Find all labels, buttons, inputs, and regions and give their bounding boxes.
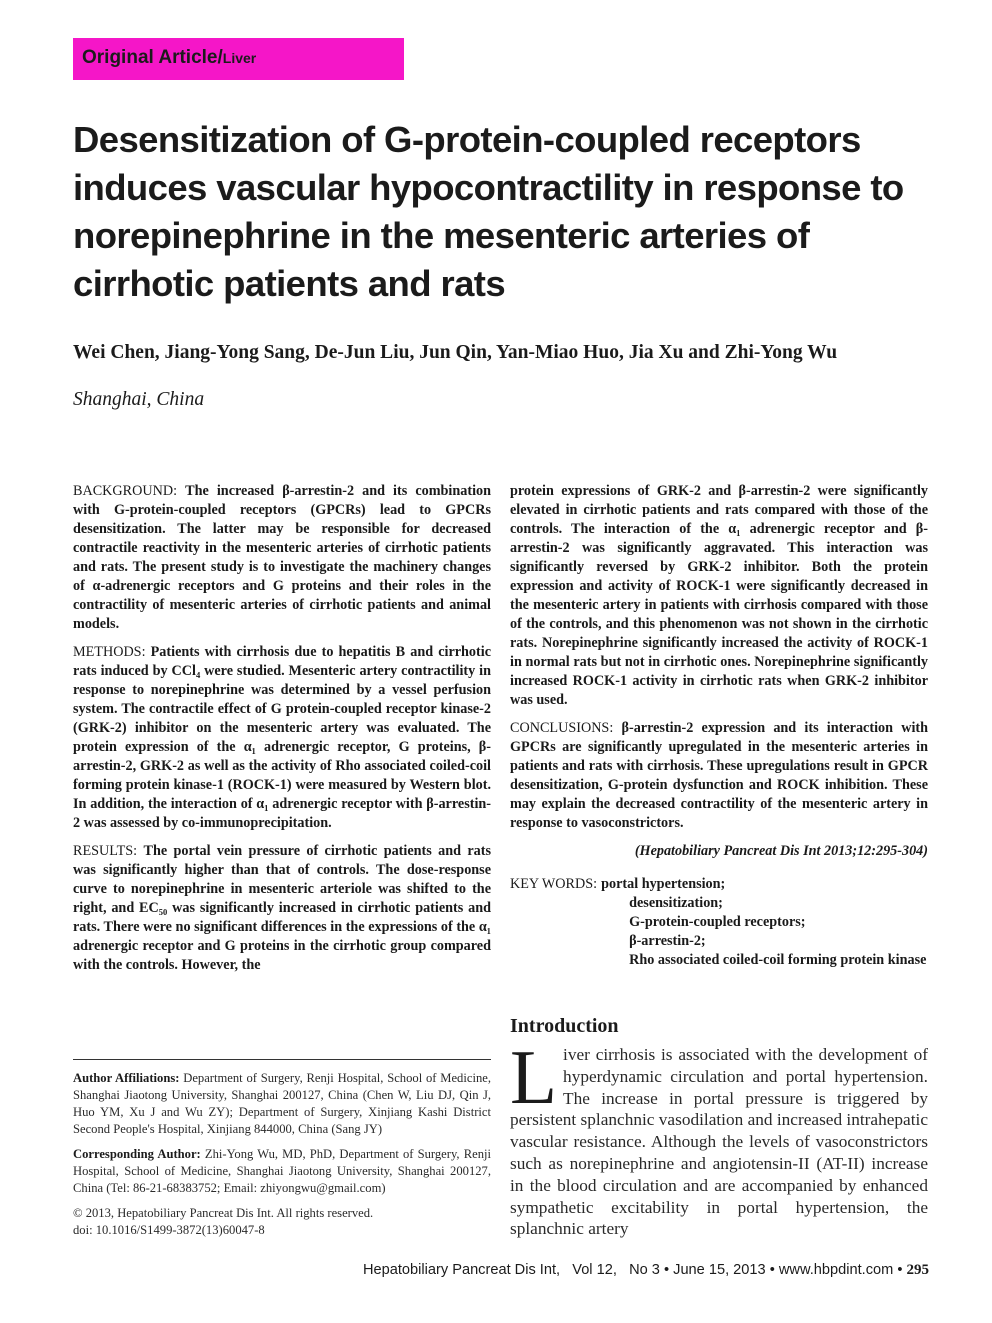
abstract-left-column (73, 482, 491, 984)
article-section: Liver (222, 50, 257, 66)
corresponding-label: Corresponding Author: (73, 1147, 201, 1161)
keywords (510, 875, 928, 970)
journal-issue: No 3 (629, 1262, 660, 1278)
journal-volume: Vol 12, (572, 1262, 617, 1278)
abstract-conclusions (510, 719, 928, 833)
copyright-notice: © 2013, Hepatobiliary Pancreat Dis Int. All rights reserved. (73, 1206, 374, 1220)
banner-separator: / (217, 47, 223, 68)
doi: doi: 10.1016/S1499-3872(13)60047-8 (73, 1223, 265, 1237)
abstract-results (73, 842, 491, 975)
keyword: desensitization; (629, 895, 723, 911)
journal-website[interactable]: www.hbpdint.com (778, 1262, 894, 1278)
author-location: Shanghai, China (73, 389, 205, 410)
introduction-heading: Introduction (510, 1015, 619, 1037)
footer-bullet: • (769, 1262, 775, 1278)
journal-citation: (Hepatobiliary Pancreat Dis Int 2013;12:295-304) (634, 843, 928, 859)
keyword: G-protein-coupled receptors; (629, 914, 806, 930)
footer-bullet: • (897, 1262, 903, 1278)
section-label: METHODS: (73, 644, 146, 660)
affiliations-label: Author Affiliations: (73, 1071, 180, 1085)
publication-date: June 15, 2013 (673, 1262, 766, 1278)
keyword-list (597, 875, 926, 970)
section-text: The portal vein pressure of cirrhotic patients and rats was significantly higher than that of controls. The dose-response curve to norepinephrine in mesenteric arteriole was shifted to the right, and EC₅₀ was significantly increased in cirrhotic patients and rats. There were no significant differences in the expressions of the α₁ adrenergic receptor and G proteins in the cirrhotic group compared with the controls. However, the (73, 843, 492, 973)
journal-name: Hepatobiliary Pancreat Dis Int, (362, 1262, 561, 1278)
introduction-text: iver cirrhosis is associated with the development of hyperdynamic circulation and portal hypertension. The increase in portal pressure is triggered by persistent splanchnic vasodilation and increased intrahepatic vascular resistance. Although the levels of vasoconstrictors such as norepinephrine and angiotensin-II (AT-II) increase in the blood circulation and are accompanied by enhanced sympathetic excitability in portal hypertension, the splanchnic artery (510, 1045, 928, 1239)
keyword: portal hypertension; (601, 876, 726, 892)
drop-cap: L (510, 1034, 558, 1120)
article-title: Desensitization of G-protein-coupled receptors induces vascular hypocontractility in response to norepinephrine in the mesenteric arteries of cirrhotic patients and rats (73, 119, 904, 304)
author-list: Wei Chen, Jiang-Yong Sang, De-Jun Liu, Jun Qin, Yan-Miao Huo, Jia Xu and Zhi-Yong Wu (73, 342, 838, 363)
page-number: 295 (906, 1262, 929, 1278)
introduction-body (510, 1034, 928, 1240)
footnote-divider (73, 1059, 491, 1060)
copyright-block (73, 1205, 491, 1239)
section-text: Patients with cirrhosis due to hepatitis B and cirrhotic rats induced by CCl₄ were studied. Mesenteric artery contractility in response to norepinephrine was determined by a vessel perfusion system. The contractile effect of G protein-coupled receptor kinase-2 (GRK-2) inhibitor on the mesenteric artery was evaluated. The protein expression of the α₁ adrenergic receptor, G proteins, β-arrestin-2, GRK-2 as well as the activity of Rho associated coiled-coil forming protein kinase-1 (ROCK-1) were measured by Western blot. In addition, the interaction of α₁ adrenergic receptor with β-arrestin-2 was assessed by co-immunoprecipitation. (73, 644, 491, 831)
author-affiliations (73, 1070, 491, 1138)
keywords-label: KEY WORDS: (510, 876, 598, 892)
section-label: BACKGROUND: (73, 483, 178, 499)
section-label: CONCLUSIONS: (510, 720, 614, 736)
keyword: β-arrestin-2; (629, 933, 706, 949)
abstract-right-column (510, 482, 928, 970)
abstract-results-continued: protein expressions of GRK-2 and β-arrestin-2 were significantly elevated in cirrhotic patients and rats compared with those of the controls. The interaction of the α₁ adrenergic receptor and β-arrestin-2 was significantly aggravated. This interaction was significantly reversed by GRK-2 inhibitor. Both the protein expression and activity of ROCK-1 were significantly decreased in the mesenteric artery in patients with cirrhosis compared with those of the controls, and this phenomenon was not shown in the cirrhotic rats. Norepinephrine significantly increased the activity of ROCK-1 in normal rats but not in cirrhotic ones. Norepinephrine significantly increased ROCK-1 activity in cirrhotic rats when GRK-2 inhibitor was used. (510, 483, 928, 708)
corresponding-text: Zhi-Yong Wu, MD, PhD, Department of Surgery, Renji Hospital, School of Medicine, Shanghai Jiaotong University, Shanghai 200127, China (Tel: 86-21-68383752; Email: zhiyongwu@gmail.com) (73, 1147, 491, 1195)
page-footer (363, 1262, 929, 1279)
section-text: β-arrestin-2 expression and its interaction with GPCRs are significantly upregulated in the mesenteric arteries in patients and rats with cirrhosis. These upregulations result in GPCR desensitization, G-protein dysfunction and ROCK inhibition. These may explain the decreased contractility of the mesenteric artery in response to vasoconstrictors. (510, 720, 929, 831)
article-type: Original Article (82, 47, 218, 68)
article-type-banner (73, 38, 404, 80)
keyword: Rho associated coiled-coil forming protein kinase (629, 952, 927, 968)
section-text: The increased β-arrestin-2 and its combination with G-protein-coupled receptors (GPCRs) lead to GPCRs desensitization. The latter may be responsible for decreased contractile reactivity in the mesenteric arteries of cirrhotic patients and rats. The present study is to investigate the machinery changes of α-adrenergic receptors and G proteins and their roles in the contractility of mesenteric arteries of cirrhotic patients and animal models. (73, 483, 491, 632)
abstract-methods (73, 643, 491, 833)
footer-bullet: • (663, 1262, 670, 1278)
affiliations-text: Department of Surgery, Renji Hospital, School of Medicine, Shanghai Jiaotong University, Shanghai 200127, China (Chen W, Liu DJ, Qin J, Huo YM, Xu J and Wu ZY); Department of Surgery, Xinjiang Kashi District Second People's Hospital, Xinjiang 844000, China (Sang JY) (73, 1071, 491, 1136)
section-label: RESULTS: (73, 843, 138, 859)
corresponding-author (73, 1146, 491, 1197)
abstract-background (73, 482, 491, 634)
